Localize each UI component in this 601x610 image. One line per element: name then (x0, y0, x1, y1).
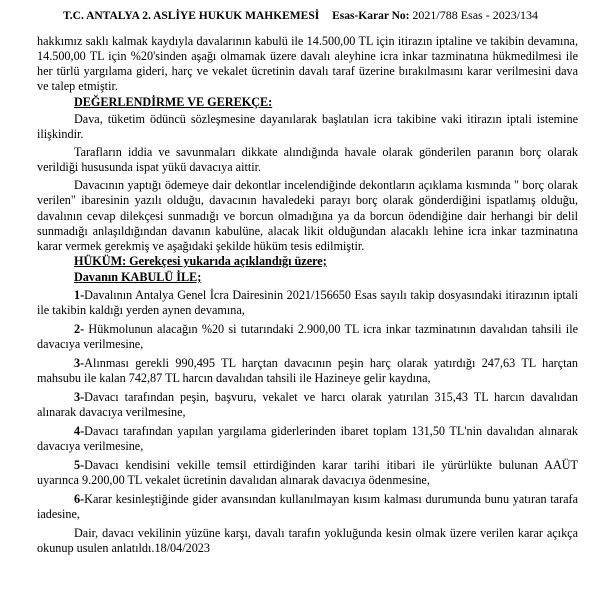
list-item (37, 288, 578, 318)
list-item (37, 356, 578, 386)
item-number: 6- (74, 492, 85, 507)
list-item (37, 424, 578, 454)
item-text: Alınması gerekli 990,495 TL harçtan davacının peşin harç olarak yatırdığı 247,63 TL harçtan mahsubu ile kalan 742,87 TL harcın davalıdan tahsili ile Hazineye gelir kaydına, (37, 355, 578, 385)
item-text: Davalının Antalya Genel İcra Dairesinin 2021/156650 Esas sayılı takip dosyasındaki itirazının iptali ile takibin kaldığı yerden aynen devamına, (37, 287, 578, 317)
document-header (0, 8, 601, 23)
list-item (37, 492, 578, 522)
item-text: Hükmolunun alacağın %20 si tutarındaki 2.900,00 TL icra inkar tazminatının davalıdan tahsili ile davacıya verilmesine, (37, 321, 578, 351)
list-item (37, 458, 578, 488)
item-number: 3- (74, 355, 85, 370)
court-name: T.C. ANTALYA 2. ASLİYE HUKUK MAHKEMESİ (62, 10, 320, 22)
kabul-heading-text: Davanın KABULÜ İLE; (74, 269, 202, 284)
list-item (37, 322, 578, 352)
paragraph-dava: Dava, tüketim ödüncü sözleşmesine dayanılarak başlatılan icra takibine vaki itirazın iptali istemine ilişkindir. (37, 112, 578, 142)
item-number: 4- (74, 424, 85, 439)
item-text: Davacı kendisini vekille temsil ettirdiğinden karar tarihi itibari ile yürürlükte bulunan AAÜT uyarınca 9.200,00 TL vekalet ücretinin davalıdan alınarak davacıya ödenmesine, (37, 458, 578, 488)
document-body (37, 34, 578, 557)
section-heading-kabul (37, 270, 578, 285)
paragraph-taraflar: Tarafların iddia ve savunmaları dikkate alındığında havale olarak gönderilen paranın borç olarak verildiği hususunda ispat yükü davacıya aittir. (37, 145, 578, 175)
item-text: Davacı tarafından peşin, başvuru, vekalet ve harcı olarak yatırılan 315,43 TL harcın davalıdan alınarak davacıya verilmesine, (37, 390, 578, 420)
item-number: 5- (74, 458, 85, 473)
closing-paragraph: Dair, davacı vekilinin yüzüne karşı, davalı tarafın yokluğunda kesin olmak üzere verilen karar açıkça okunup usulen anlatıldı.18/04/2023 (37, 526, 578, 556)
item-text: Karar kesinleştiğinde gider avansından kullanılmayan kısım kalması durumunda bunu yatıran tarafa iadesine, (37, 492, 578, 522)
item-number: 1- (74, 287, 85, 302)
item-text: Davacı tarafından yapılan yargılama giderlerinden ibaret toplam 131,50 TL'nin davalıdan alınarak davacıya verilmesine, (37, 424, 578, 454)
list-item (37, 390, 578, 420)
item-number: 2- (74, 321, 85, 336)
paragraph-davaci: Davacının yaptığı ödemeye dair dekontlar incelendiğinde dekontların açıklama kısmında " borç olarak verilen" ibaresinin yazılı olduğu, davacının havaledeki parayı borç olarak gönderdiğini ispatlamış olduğu, davalının cevap dilekçesi sunmadığı ve borcun olmadığına ya da borcun ödendiğine dair herhangi bir delil sunmadığı anlaşıldığından davanın kabulüne, alacak likit olduğundan alacaklı lehine icra inkar tazminatına karar vermek gerekmiş ve aşağıdaki şekilde hüküm tesis edilmiştir. (37, 178, 578, 253)
intro-paragraph: hakkımız saklı kalmak kaydıyla davalarının kabulü ile 14.500,00 TL için itirazın iptaline ve takibin devamına, 14.500,00 TL için %20'sinden aşağı olmamak üzere davalı aleyhine icra inkar tazminatına hükmedilmesi ile her türlü yargılama gideri, harç ve vekalet ücretinin davalı taraf üzerine bırakılmasını karar verilmesini dava ve talep etmiştir. (37, 34, 578, 94)
degerlendirme-heading-text: DEĞERLENDİRME VE GEREKÇE: (74, 95, 273, 110)
section-heading-hukum (37, 254, 578, 269)
esas-karar-value: 2021/788 Esas - 2023/134 (412, 8, 539, 22)
item-number: 3- (74, 390, 85, 405)
esas-karar-label: Esas-Karar No: (332, 10, 410, 22)
hukum-heading-text: HÜKÜM: Gerekçesi yukarıda açıklandığı üzere; (74, 253, 327, 268)
section-heading-degerlendirme (37, 95, 578, 110)
